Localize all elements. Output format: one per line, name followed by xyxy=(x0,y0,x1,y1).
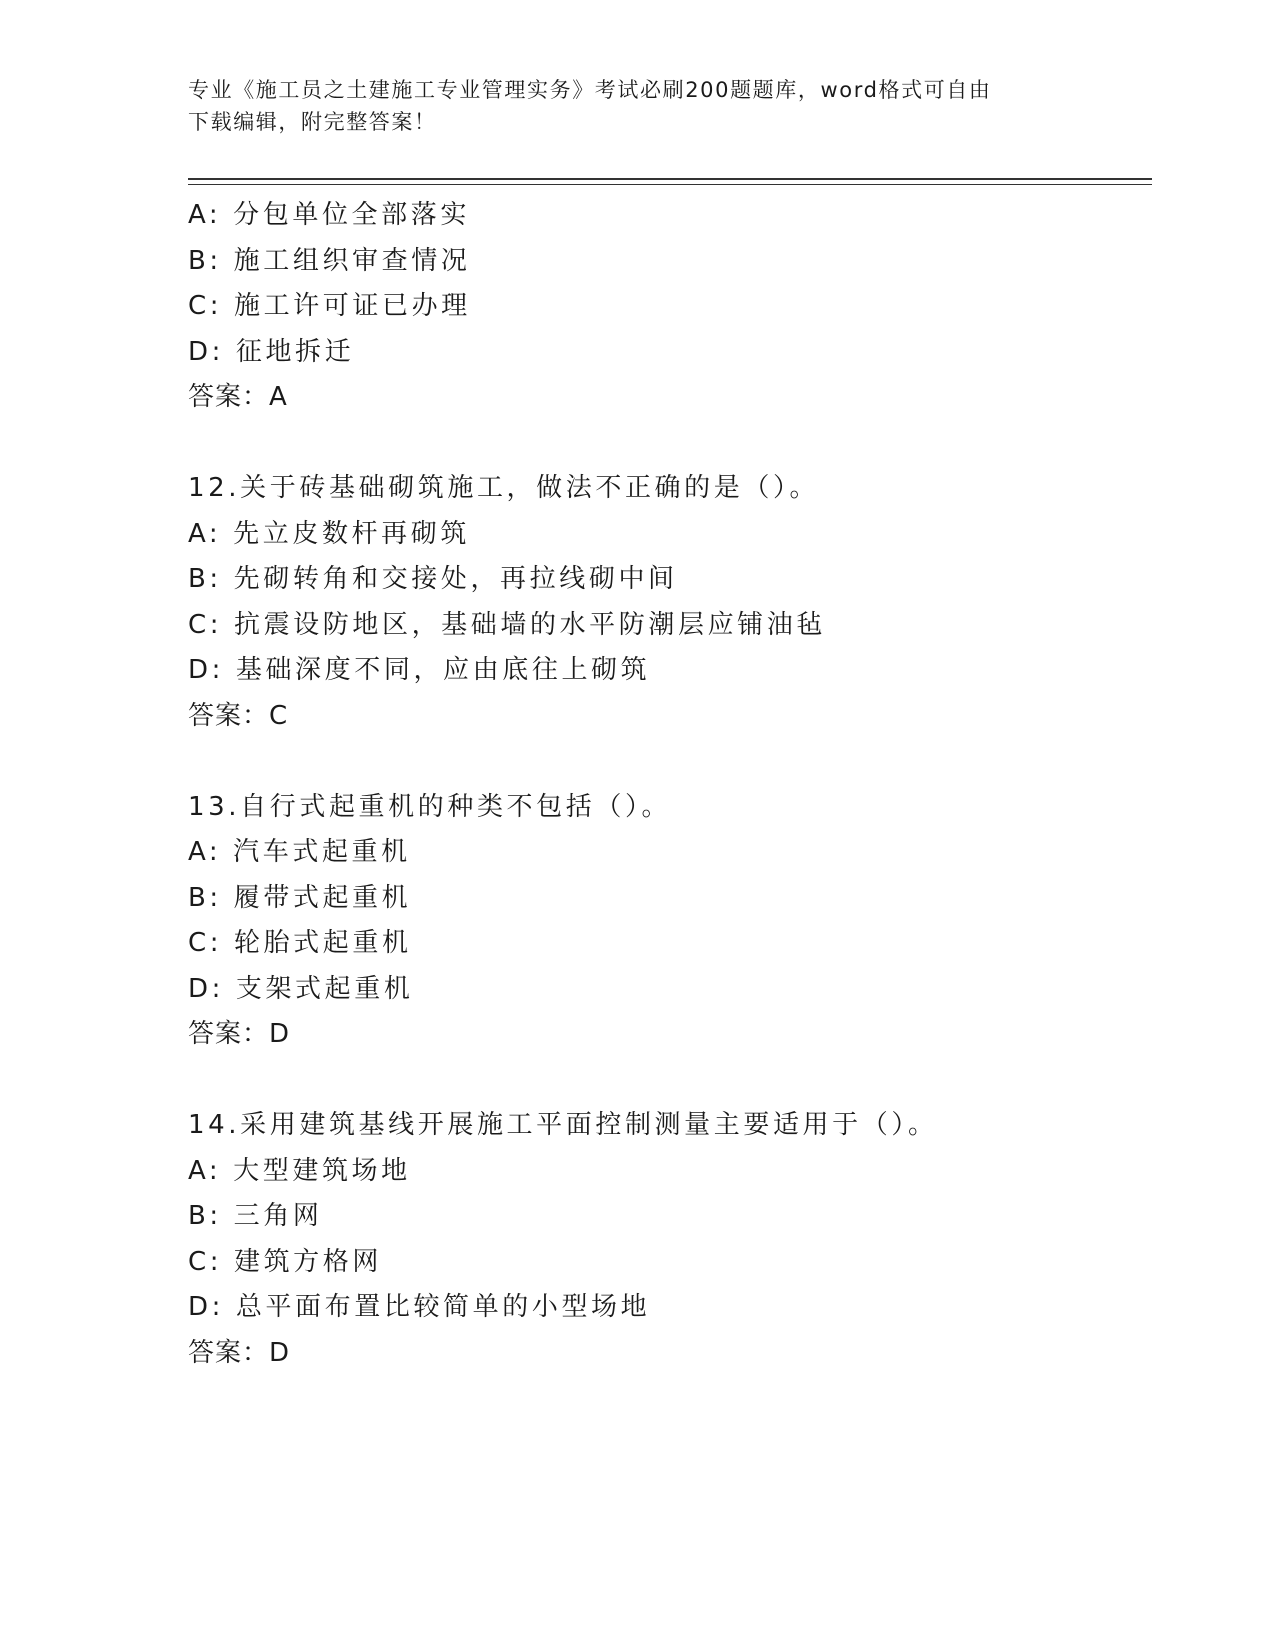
option-a: A: 大型建筑场地 xyxy=(188,1155,411,1186)
header-title-line-1: 专业《施工员之土建施工专业管理实务》考试必刷200题题库，word格式可自由 xyxy=(188,78,992,102)
option-d: D: 征地拆迁 xyxy=(188,336,355,367)
option-c: C: 轮胎式起重机 xyxy=(188,928,412,958)
answer-line xyxy=(188,1331,1168,1377)
answer-value: D xyxy=(269,1337,290,1368)
answer-label: 答案： xyxy=(188,382,270,412)
header-title-line-2: 下载编辑，附完整答案！ xyxy=(188,110,437,134)
answer-line xyxy=(188,1012,1168,1058)
option-d: D: 总平面布置比较简单的小型场地 xyxy=(188,1292,651,1322)
question-block xyxy=(188,193,1168,421)
document-header xyxy=(188,74,1068,138)
option-c: C: 抗震设防地区，基础墙的水平防潮层应铺油毡 xyxy=(188,609,826,640)
option-a: A: 分包单位全部落实 xyxy=(188,200,470,230)
header-rule-thick xyxy=(188,178,1152,180)
header-rule-thin xyxy=(188,184,1152,185)
answer-value: C xyxy=(269,700,288,731)
answer-label: 答案： xyxy=(188,1337,270,1368)
answer-value: D xyxy=(269,1019,290,1049)
option-b: B: 三角网 xyxy=(188,1201,323,1231)
answer-line xyxy=(188,375,1168,421)
question-list xyxy=(188,193,1168,1422)
option-c: C: 建筑方格网 xyxy=(188,1246,382,1277)
answer-label: 答案： xyxy=(188,700,270,731)
option-b: B: 施工组织审查情况 xyxy=(188,245,471,276)
answer-line xyxy=(188,694,1168,740)
question-block xyxy=(188,466,1168,739)
question-stem: 12.关于砖基础砌筑施工，做法不正确的是（）。 xyxy=(188,473,820,503)
option-a: A: 汽车式起重机 xyxy=(188,837,411,867)
option-d: D: 基础深度不同，应由底往上砌筑 xyxy=(188,655,651,685)
question-stem: 14.采用建筑基线开展施工平面控制测量主要适用于（）。 xyxy=(188,1110,938,1140)
option-b: B: 履带式起重机 xyxy=(188,882,412,913)
answer-label: 答案： xyxy=(188,1019,270,1049)
option-d: D: 支架式起重机 xyxy=(188,973,414,1004)
answer-value: A xyxy=(269,382,287,412)
option-b: B: 先砌转角和交接处，再拉线砌中间 xyxy=(188,564,678,594)
question-block xyxy=(188,785,1168,1058)
question-stem: 13.自行式起重机的种类不包括（）。 xyxy=(188,791,672,822)
question-block xyxy=(188,1103,1168,1376)
option-c: C: 施工许可证已办理 xyxy=(188,291,471,321)
option-a: A: 先立皮数杆再砌筑 xyxy=(188,518,470,549)
